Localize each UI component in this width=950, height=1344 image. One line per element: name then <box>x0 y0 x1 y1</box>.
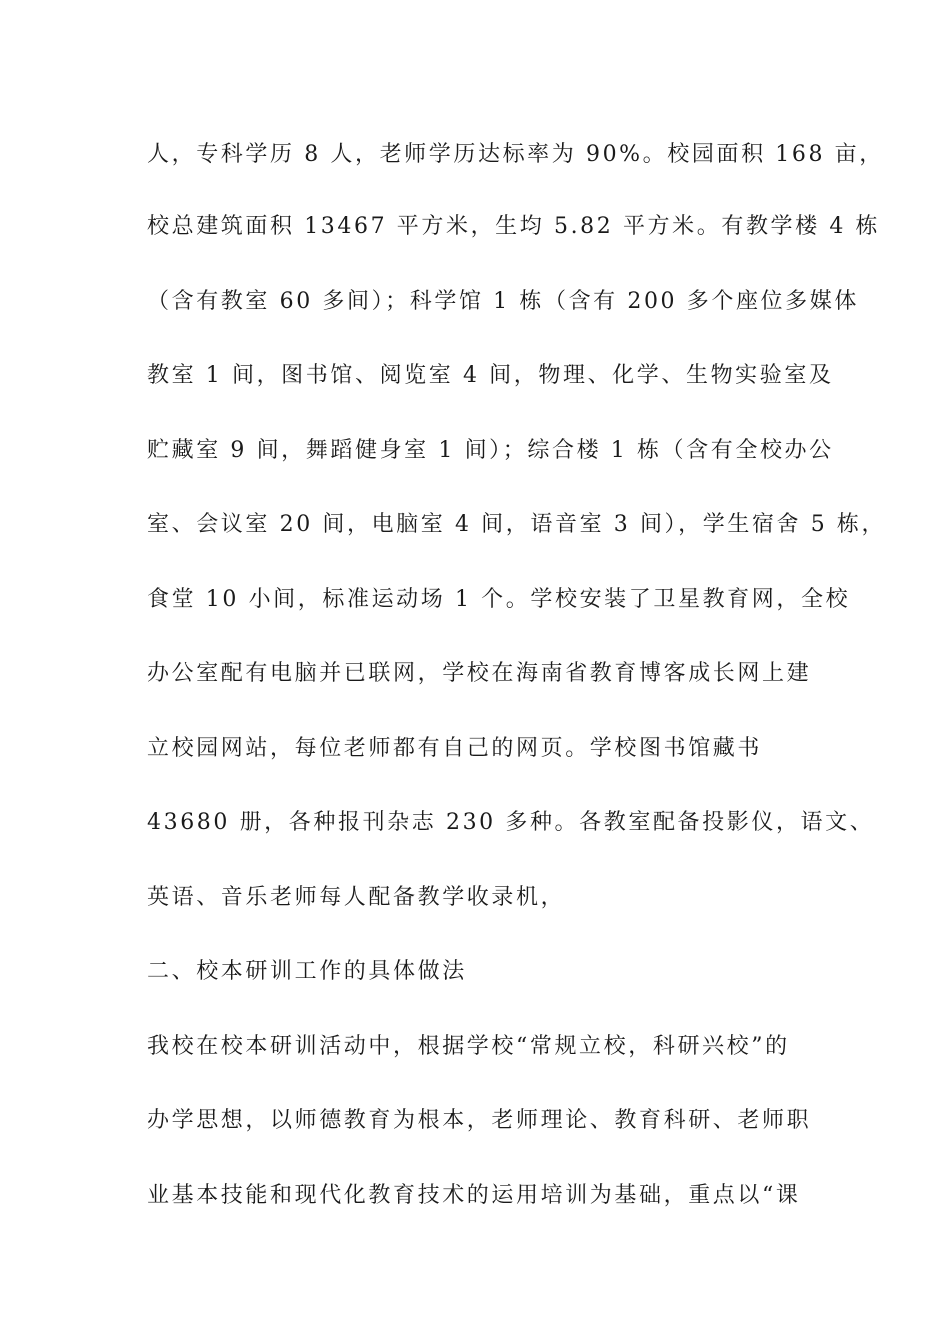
paragraph-line: 教室 1 间，图书馆、阅览室 4 间，物理、化学、生物实验室及 <box>147 363 834 388</box>
paragraph-line: 贮藏室 9 间，舞蹈健身室 1 间）；综合楼 1 栋（含有全校办公 <box>147 438 834 463</box>
paragraph-line: 办公室配有电脑并已联网，学校在海南省教育博客成长网上建 <box>147 661 812 686</box>
paragraph-line: 办学思想，以师德教育为根本，老师理论、教育科研、老师职 <box>147 1108 812 1133</box>
section-heading: 二、校本研训工作的具体做法 <box>147 959 467 984</box>
paragraph-line: 室、会议室 20 间，电脑室 4 间，语音室 3 间），学生宿舍 5 栋， <box>147 512 887 537</box>
paragraph-line: 我校在校本研训活动中，根据学校“常规立校，科研兴校”的 <box>147 1034 790 1059</box>
paragraph-line: 立校园网站，每位老师都有自己的网页。学校图书馆藏书 <box>147 736 763 761</box>
paragraph-line: 43680 册，各种报刊杂志 230 多种。各教室配备投影仪，语文、 <box>147 810 875 835</box>
paragraph-line: 食堂 10 小间，标准运动场 1 个。学校安装了卫星教育网，全校 <box>147 587 851 612</box>
paragraph-line: （含有教室 60 多间）；科学馆 1 栋（含有 200 多个座位多媒体 <box>147 289 859 314</box>
paragraph-line: 人，专科学历 8 人，老师学历达标率为 90%。校园面积 168 亩， <box>147 142 884 167</box>
paragraph-line: 英语、音乐老师每人配备教学收录机， <box>147 885 566 910</box>
paragraph-line: 业基本技能和现代化教育技术的运用培训为基础，重点以“课 <box>147 1183 801 1208</box>
paragraph-line: 校总建筑面积 13467 平方米，生均 5.82 平方米。有教学楼 4 栋 <box>147 214 881 239</box>
